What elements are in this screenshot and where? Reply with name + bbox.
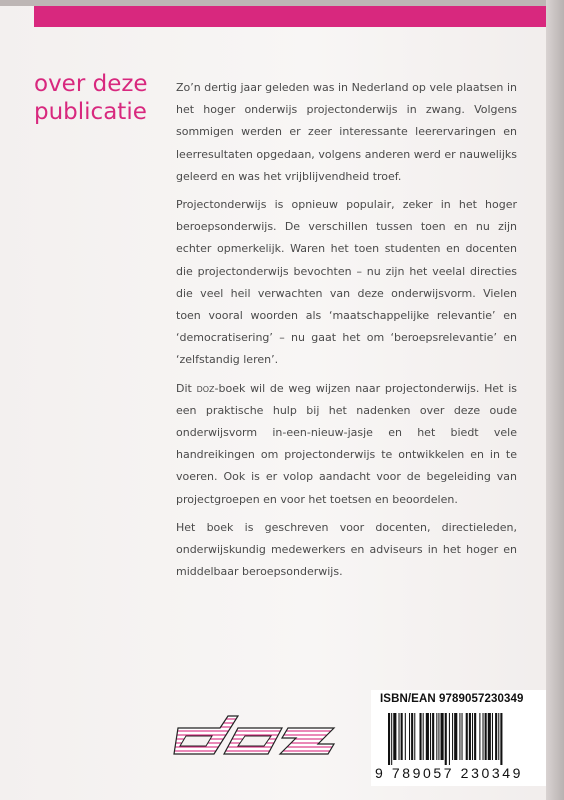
barcode-bar bbox=[411, 713, 413, 760]
barcode-bar bbox=[445, 713, 447, 765]
doz-logo bbox=[168, 710, 340, 762]
isbn-ean-label: ISBN/EAN 9789057230349 bbox=[380, 693, 524, 705]
barcode-bar bbox=[430, 713, 431, 760]
paragraph-3-rest: -boek wil de weg wijzen naar projectonderwijs. Het is een praktische hulp bij het nadenken over deze oude onderwijsvorm in-een-nieuw-jasje en het biedt vele handreikingen om projectonderwijs te ontwikkelen en in te voeren. Ook is er volop aandacht voor de begeleiding van projectgroepen en voor het toetsen en beoordelen. bbox=[176, 381, 517, 506]
barcode-bar bbox=[420, 713, 422, 760]
barcode-bar bbox=[423, 713, 424, 760]
paragraph-3 bbox=[176, 378, 517, 511]
barcode-bar bbox=[498, 713, 499, 760]
barcode-bar bbox=[401, 713, 403, 760]
barcode-bars bbox=[388, 713, 540, 765]
barcode-bar bbox=[438, 713, 439, 760]
barcode-bar bbox=[432, 713, 434, 760]
section-heading bbox=[34, 70, 174, 126]
barcode-bar bbox=[495, 713, 497, 760]
barcode-bar bbox=[388, 713, 390, 765]
barcode-bar bbox=[469, 713, 471, 760]
barcode-bar bbox=[414, 713, 415, 760]
barcode-bar bbox=[452, 713, 453, 760]
barcode-bar bbox=[441, 713, 444, 760]
barcode-bar bbox=[472, 713, 473, 760]
barcode-bar bbox=[500, 713, 502, 765]
heading-line-2: publicatie bbox=[34, 99, 147, 125]
barcode-bar bbox=[399, 713, 400, 760]
barcode-digits: 9 789057 230349 bbox=[375, 765, 523, 781]
barcode-bar bbox=[479, 713, 480, 760]
barcode-bar bbox=[483, 713, 484, 760]
barcode-bar bbox=[454, 713, 457, 760]
barcode-bar bbox=[426, 713, 429, 760]
barcode-bar bbox=[492, 713, 493, 760]
magenta-header-bar bbox=[34, 6, 546, 27]
paragraph-2: Projectonderwijs is opnieuw populair, zeker in het hoger beroepsonderwijs. De verschillen tussen toen en nu zijn echter opmerkelijk. Waren het toen studenten en docenten die projectonderwijs bevochten – nu zijn het veelal directies die veel heil verwachten van deze onderwijsvorm. Vielen toen vooral woorden als ‘maatschappelijke relevantie’ en ‘democratisering’ – nu gaat het om ‘beroepsrelevantie’ en ‘zelfstandig leren’. bbox=[176, 198, 517, 367]
barcode-bar bbox=[462, 713, 463, 760]
barcode-bar bbox=[449, 713, 450, 765]
barcode-bar bbox=[466, 713, 468, 760]
barcode-bar bbox=[474, 713, 476, 760]
spine-edge bbox=[546, 0, 564, 800]
barcode-bar bbox=[393, 713, 396, 760]
paragraph-1: Zo’n dertig jaar geleden was in Nederland op vele plaatsen in het hoger onderwijs projectonderwijs in zwang. Volgens sommigen werden er zeer interessante leerervaringen en leerresultaten opgedaan, volgens anderen werd er nauwelijks geleerd en was het vrijblijvendheid troef. bbox=[176, 81, 517, 183]
logo-letter-z bbox=[280, 728, 334, 754]
blurb-text bbox=[176, 77, 517, 589]
barcode-bar bbox=[488, 713, 491, 760]
doz-abbrev: doz bbox=[196, 381, 215, 395]
barcode-bar bbox=[405, 713, 406, 760]
barcode-bar bbox=[436, 713, 437, 760]
barcode-bar bbox=[391, 713, 392, 765]
paragraph-4: Het boek is geschreven voor docenten, directieleden, onderwijskundig medewerkers en adviseurs in het hoger en middelbaar beroepsonderwijs. bbox=[176, 520, 517, 579]
heading-line-1: over deze bbox=[34, 71, 148, 97]
barcode-bar bbox=[409, 713, 410, 760]
paragraph-3-start: Dit bbox=[176, 381, 197, 395]
barcode-bar bbox=[459, 713, 460, 760]
barcode-bar bbox=[485, 713, 487, 760]
